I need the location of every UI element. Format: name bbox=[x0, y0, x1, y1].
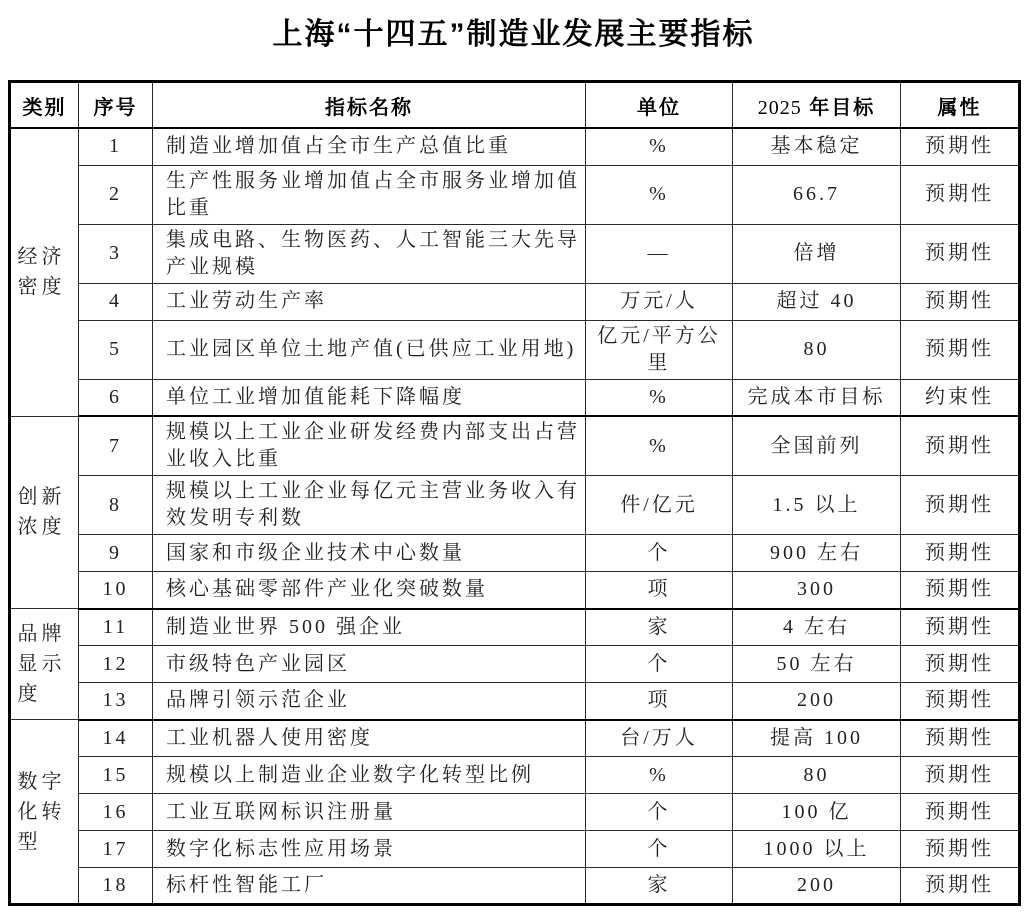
number-cell: 1 bbox=[79, 128, 153, 165]
unit-cell: 家 bbox=[586, 609, 733, 646]
number-cell: 11 bbox=[79, 609, 153, 646]
table-row bbox=[10, 283, 1020, 320]
indicator-name-cell: 制造业增加值占全市生产总值比重 bbox=[153, 128, 586, 165]
table-row bbox=[10, 224, 1020, 283]
table-body bbox=[10, 128, 1020, 905]
indicator-name-cell: 生产性服务业增加值占全市服务业增加值比重 bbox=[153, 165, 586, 224]
header-row bbox=[10, 82, 1020, 129]
target-cell: 倍增 bbox=[733, 224, 901, 283]
header-unit: 单位 bbox=[586, 82, 733, 129]
category-cell bbox=[10, 609, 79, 720]
unit-cell: 件/亿元 bbox=[586, 476, 733, 535]
target-cell: 200 bbox=[733, 683, 901, 720]
header-attribute: 属性 bbox=[901, 82, 1020, 129]
target-cell: 4 左右 bbox=[733, 609, 901, 646]
header-category: 类别 bbox=[10, 82, 79, 129]
table-row bbox=[10, 831, 1020, 868]
target-cell: 提高 100 bbox=[733, 720, 901, 757]
target-cell: 超过 40 bbox=[733, 283, 901, 320]
attribute-cell: 预期性 bbox=[901, 535, 1020, 572]
table-row bbox=[10, 646, 1020, 683]
indicator-name-cell: 工业互联网标识注册量 bbox=[153, 794, 586, 831]
indicator-name-cell: 规模以上工业企业每亿元主营业务收入有效发明专利数 bbox=[153, 476, 586, 535]
page-title: 上海“十四五”制造业发展主要指标 bbox=[272, 18, 755, 51]
attribute-cell: 预期性 bbox=[901, 283, 1020, 320]
unit-cell: — bbox=[586, 224, 733, 283]
indicator-name-cell: 集成电路、生物医药、人工智能三大先导产业规模 bbox=[153, 224, 586, 283]
table-row bbox=[10, 165, 1020, 224]
indicator-name-cell: 市级特色产业园区 bbox=[153, 646, 586, 683]
attribute-cell: 预期性 bbox=[901, 683, 1020, 720]
header-target-text: 年目标 bbox=[809, 96, 876, 119]
unit-cell: 个 bbox=[586, 831, 733, 868]
indicator-name-cell: 数字化标志性应用场景 bbox=[153, 831, 586, 868]
attribute-cell: 预期性 bbox=[901, 476, 1020, 535]
unit-cell: % bbox=[586, 416, 733, 476]
attribute-cell: 预期性 bbox=[901, 794, 1020, 831]
table-header bbox=[10, 82, 1020, 129]
attribute-cell: 预期性 bbox=[901, 224, 1020, 283]
attribute-cell: 预期性 bbox=[901, 320, 1020, 379]
table-row bbox=[10, 535, 1020, 572]
target-cell: 80 bbox=[733, 320, 901, 379]
indicator-name-cell: 制造业世界 500 强企业 bbox=[153, 609, 586, 646]
unit-cell: % bbox=[586, 757, 733, 794]
attribute-cell: 预期性 bbox=[901, 165, 1020, 224]
number-cell: 13 bbox=[79, 683, 153, 720]
indicator-name-cell: 规模以上制造业企业数字化转型比例 bbox=[153, 757, 586, 794]
number-cell: 12 bbox=[79, 646, 153, 683]
category-label: 创新浓度 bbox=[17, 486, 66, 539]
number-cell: 3 bbox=[79, 224, 153, 283]
target-cell: 50 左右 bbox=[733, 646, 901, 683]
table-row bbox=[10, 320, 1020, 379]
number-cell: 8 bbox=[79, 476, 153, 535]
category-label: 经济密度 bbox=[17, 246, 66, 299]
header-indicator-name: 指标名称 bbox=[153, 82, 586, 129]
number-cell: 2 bbox=[79, 165, 153, 224]
attribute-cell: 预期性 bbox=[901, 757, 1020, 794]
attribute-cell: 预期性 bbox=[901, 609, 1020, 646]
indicator-name-cell: 核心基础零部件产业化突破数量 bbox=[153, 572, 586, 609]
unit-cell: 项 bbox=[586, 572, 733, 609]
number-cell: 17 bbox=[79, 831, 153, 868]
category-label: 数字化转型 bbox=[17, 770, 66, 853]
table-row bbox=[10, 720, 1020, 757]
table-row bbox=[10, 683, 1020, 720]
table-row bbox=[10, 416, 1020, 476]
header-2025-target bbox=[733, 82, 901, 129]
indicator-name-cell: 工业机器人使用密度 bbox=[153, 720, 586, 757]
indicator-name-cell: 工业劳动生产率 bbox=[153, 283, 586, 320]
target-cell: 全国前列 bbox=[733, 416, 901, 476]
table-row bbox=[10, 476, 1020, 535]
unit-cell: 台/万人 bbox=[586, 720, 733, 757]
number-cell: 10 bbox=[79, 572, 153, 609]
target-cell: 100 亿 bbox=[733, 794, 901, 831]
number-cell: 4 bbox=[79, 283, 153, 320]
target-cell: 基本稳定 bbox=[733, 128, 901, 165]
table-row bbox=[10, 868, 1020, 905]
table-row bbox=[10, 572, 1020, 609]
indicator-name-cell: 品牌引领示范企业 bbox=[153, 683, 586, 720]
number-cell: 18 bbox=[79, 868, 153, 905]
target-cell: 300 bbox=[733, 572, 901, 609]
table-row bbox=[10, 128, 1020, 165]
target-cell: 80 bbox=[733, 757, 901, 794]
target-cell: 1000 以上 bbox=[733, 831, 901, 868]
attribute-cell: 预期性 bbox=[901, 831, 1020, 868]
target-cell: 200 bbox=[733, 868, 901, 905]
target-cell: 66.7 bbox=[733, 165, 901, 224]
unit-cell: 个 bbox=[586, 535, 733, 572]
unit-cell: 项 bbox=[586, 683, 733, 720]
attribute-cell: 预期性 bbox=[901, 646, 1020, 683]
unit-cell: 万元/人 bbox=[586, 283, 733, 320]
unit-cell: 亿元/平方公里 bbox=[586, 320, 733, 379]
indicator-name-cell: 工业园区单位土地产值(已供应工业用地) bbox=[153, 320, 586, 379]
indicator-name-cell: 国家和市级企业技术中心数量 bbox=[153, 535, 586, 572]
header-target-year: 2025 bbox=[757, 96, 802, 119]
unit-cell: 个 bbox=[586, 646, 733, 683]
number-cell: 15 bbox=[79, 757, 153, 794]
unit-cell: 家 bbox=[586, 868, 733, 905]
unit-cell: % bbox=[586, 165, 733, 224]
attribute-cell: 预期性 bbox=[901, 720, 1020, 757]
table-row bbox=[10, 609, 1020, 646]
attribute-cell: 预期性 bbox=[901, 572, 1020, 609]
attribute-cell: 预期性 bbox=[901, 416, 1020, 476]
target-cell: 完成本市目标 bbox=[733, 379, 901, 416]
attribute-cell: 预期性 bbox=[901, 128, 1020, 165]
unit-cell: 个 bbox=[586, 794, 733, 831]
category-cell bbox=[10, 128, 79, 416]
indicator-name-cell: 单位工业增加值能耗下降幅度 bbox=[153, 379, 586, 416]
number-cell: 6 bbox=[79, 379, 153, 416]
number-cell: 9 bbox=[79, 535, 153, 572]
number-cell: 16 bbox=[79, 794, 153, 831]
indicator-name-cell: 规模以上工业企业研发经费内部支出占营业收入比重 bbox=[153, 416, 586, 476]
category-cell bbox=[10, 720, 79, 905]
table-row bbox=[10, 379, 1020, 416]
attribute-cell: 预期性 bbox=[901, 868, 1020, 905]
category-cell bbox=[10, 416, 79, 609]
target-cell: 900 左右 bbox=[733, 535, 901, 572]
number-cell: 14 bbox=[79, 720, 153, 757]
number-cell: 5 bbox=[79, 320, 153, 379]
target-cell: 1.5 以上 bbox=[733, 476, 901, 535]
indicator-name-cell: 标杆性智能工厂 bbox=[153, 868, 586, 905]
number-cell: 7 bbox=[79, 416, 153, 476]
attribute-cell: 约束性 bbox=[901, 379, 1020, 416]
unit-cell: % bbox=[586, 379, 733, 416]
table-row bbox=[10, 794, 1020, 831]
indicators-table bbox=[8, 80, 1021, 906]
unit-cell: % bbox=[586, 128, 733, 165]
category-label: 品牌显示度 bbox=[17, 623, 66, 705]
header-number: 序号 bbox=[79, 82, 153, 129]
table-row bbox=[10, 757, 1020, 794]
